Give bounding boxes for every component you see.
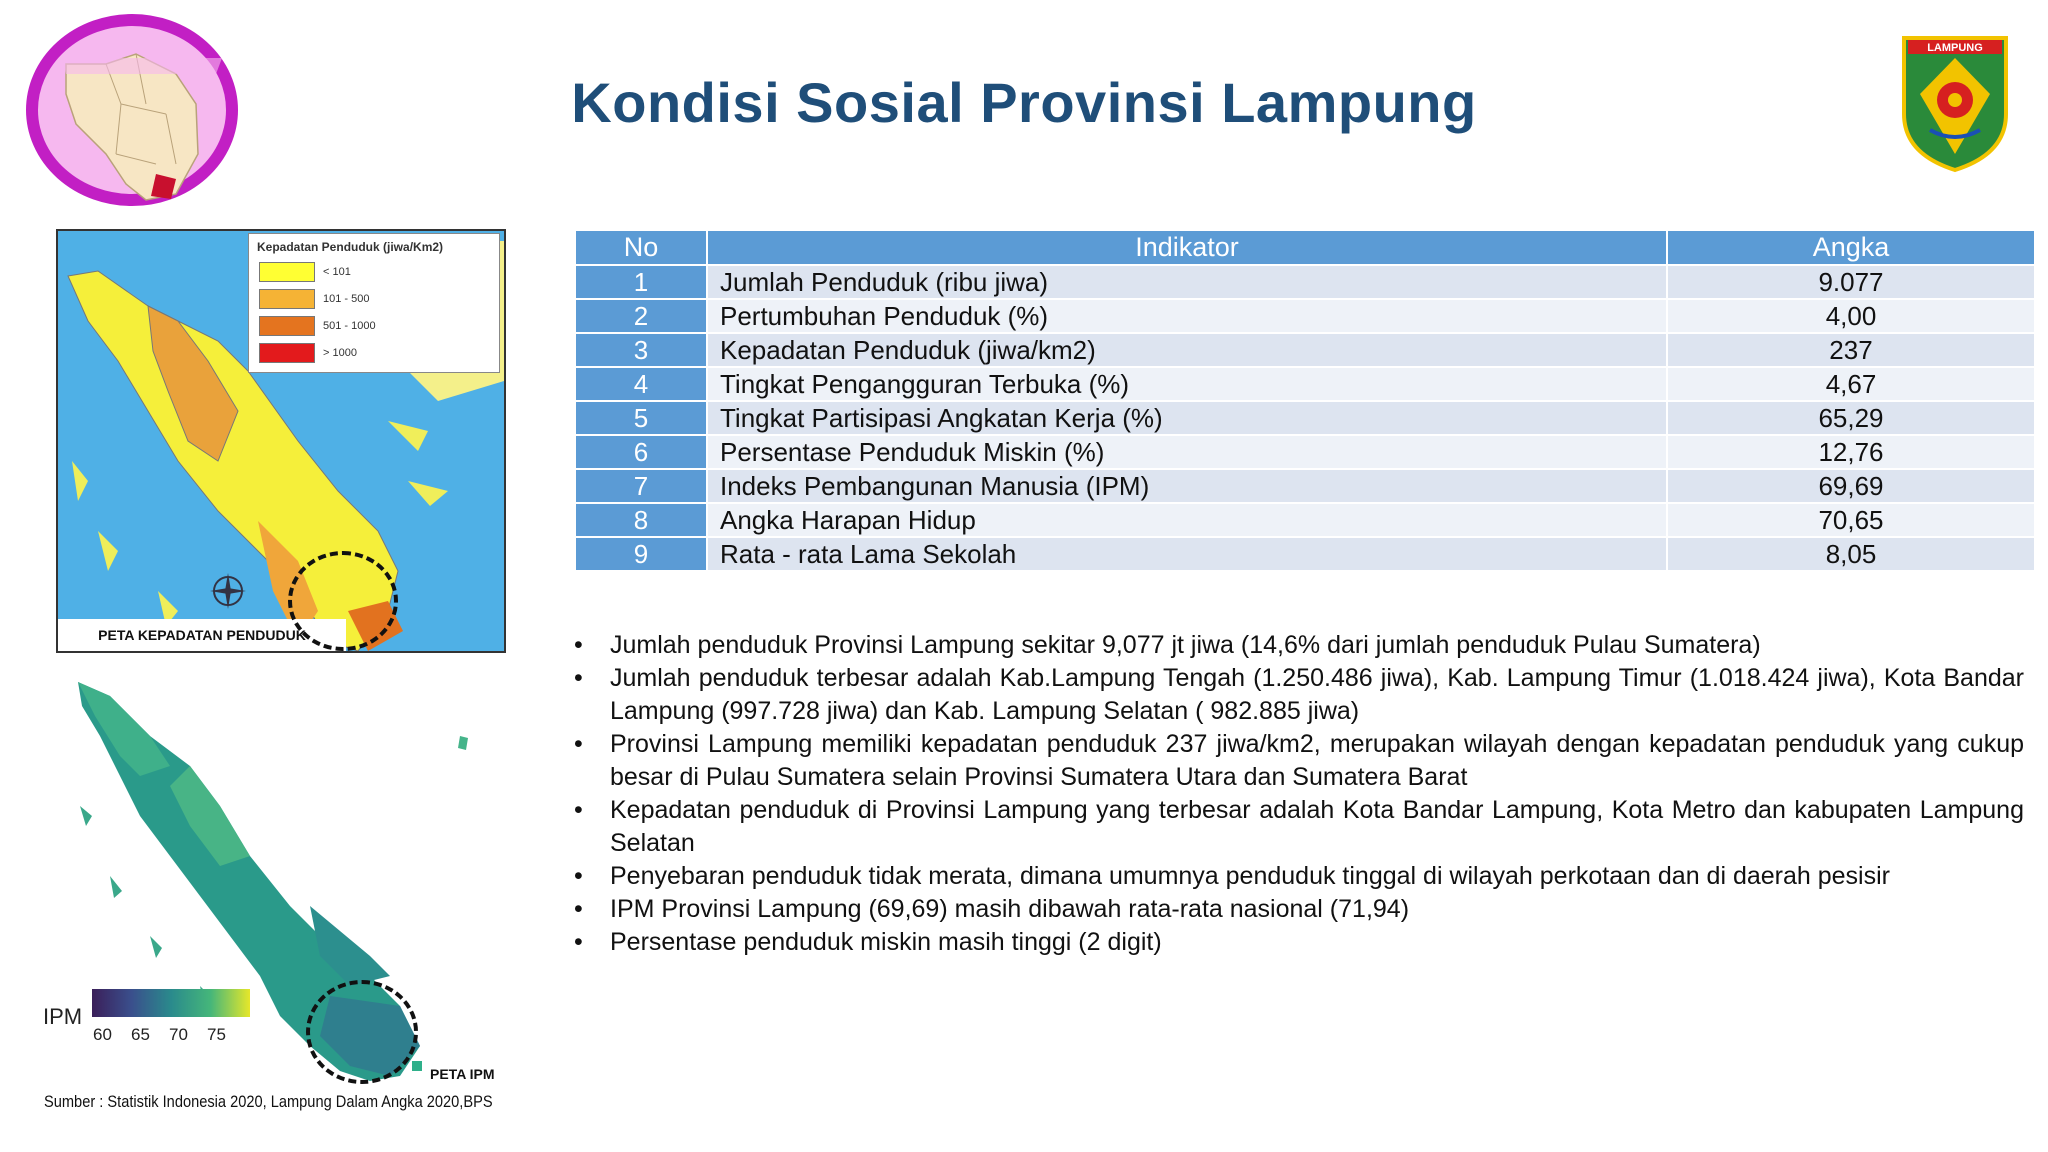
density-map-caption: PETA KEPADATAN PENDUDUK bbox=[58, 619, 346, 651]
row-indikator: Kepadatan Penduduk (jiwa/km2) bbox=[708, 334, 1666, 366]
ipm-map bbox=[40, 676, 500, 1096]
row-no: 3 bbox=[576, 334, 706, 366]
crest-label: LAMPUNG bbox=[1927, 42, 1983, 54]
table-row bbox=[576, 470, 2034, 502]
density-legend-title: Kepadatan Penduduk (jiwa/Km2) bbox=[257, 240, 444, 254]
table-header-row bbox=[576, 231, 2034, 264]
row-no: 1 bbox=[576, 266, 706, 298]
table-row bbox=[576, 266, 2034, 298]
table-row bbox=[576, 334, 2034, 366]
row-indikator: Angka Harapan Hidup bbox=[708, 504, 1666, 536]
source-note: Sumber : Statistik Indonesia 2020, Lampung Dalam Angka 2020,BPS bbox=[44, 1092, 493, 1111]
row-angka: 70,65 bbox=[1668, 504, 2034, 536]
lampung-crest-logo bbox=[1900, 34, 2010, 174]
table-row bbox=[576, 300, 2034, 332]
row-angka: 8,05 bbox=[1668, 538, 2034, 570]
row-indikator: Rata - rata Lama Sekolah bbox=[708, 538, 1666, 570]
bullet-item: • Jumlah penduduk Provinsi Lampung sekitar 9,077 jt jiwa (14,6% dari jumlah penduduk Pulau Sumatera) bbox=[574, 629, 2024, 662]
row-indikator: Tingkat Pengangguran Terbuka (%) bbox=[708, 368, 1666, 400]
ipm-legend-title: IPM bbox=[43, 1004, 83, 1029]
density-legend-item: > 1000 bbox=[259, 339, 499, 366]
indicator-table-wrap bbox=[574, 229, 2036, 572]
header-angka: Angka bbox=[1668, 231, 2034, 264]
density-legend-item: 101 - 500 bbox=[259, 285, 499, 312]
ipm-tick-label: 70 bbox=[169, 1025, 188, 1044]
table-row bbox=[576, 504, 2034, 536]
header-no: No bbox=[576, 231, 706, 264]
row-no: 9 bbox=[576, 538, 706, 570]
bullet-item: • IPM Provinsi Lampung (69,69) masih dibawah rata-rata nasional (71,94) bbox=[574, 893, 2024, 926]
row-no: 8 bbox=[576, 504, 706, 536]
ipm-tick-label: 65 bbox=[131, 1025, 150, 1044]
bullet-item: • Jumlah penduduk terbesar adalah Kab.Lampung Tengah (1.250.486 jiwa), Kab. Lampung Timur (1.018.424 jiwa), Kota Bandar Lampung (997.728 jiwa) dan Kab. Lampung Selatan ( 982.885 jiwa) bbox=[574, 662, 2024, 728]
bullet-item: • Kepadatan penduduk di Provinsi Lampung yang terbesar adalah Kota Bandar Lampung, Kota Metro dan kabupaten Lampung Selatan bbox=[574, 794, 2024, 860]
row-angka: 4,00 bbox=[1668, 300, 2034, 332]
density-legend-item: 501 - 1000 bbox=[259, 312, 499, 339]
page-title: Kondisi Sosial Provinsi Lampung bbox=[571, 71, 1477, 134]
row-angka: 69,69 bbox=[1668, 470, 2034, 502]
indicator-table bbox=[574, 229, 2036, 572]
population-density-map bbox=[56, 229, 506, 653]
row-no: 7 bbox=[576, 470, 706, 502]
row-no: 4 bbox=[576, 368, 706, 400]
row-indikator: Tingkat Partisipasi Angkatan Kerja (%) bbox=[708, 402, 1666, 434]
row-indikator: Jumlah Penduduk (ribu jiwa) bbox=[708, 266, 1666, 298]
row-indikator: Indeks Pembangunan Manusia (IPM) bbox=[708, 470, 1666, 502]
row-angka: 65,29 bbox=[1668, 402, 2034, 434]
row-no: 6 bbox=[576, 436, 706, 468]
ipm-tick-label: 75 bbox=[207, 1025, 226, 1044]
table-row bbox=[576, 436, 2034, 468]
bullet-item: • Penyebaran penduduk tidak merata, dimana umumnya penduduk tinggal di wilayah perkotaan dan di daerah pesisir bbox=[574, 860, 2024, 893]
ipm-highlight-circle bbox=[306, 980, 418, 1084]
lampung-highlight-circle bbox=[288, 551, 398, 651]
ipm-map-caption: PETA IPM bbox=[430, 1066, 495, 1082]
density-legend bbox=[248, 233, 500, 373]
ipm-colorbar bbox=[92, 989, 250, 1017]
row-angka: 9.077 bbox=[1668, 266, 2034, 298]
table-row bbox=[576, 368, 2034, 400]
header-indikator: Indikator bbox=[708, 231, 1666, 264]
compass-icon bbox=[208, 571, 248, 611]
row-angka: 237 bbox=[1668, 334, 2034, 366]
density-legend-item: < 101 bbox=[259, 258, 499, 285]
row-angka: 12,76 bbox=[1668, 436, 2034, 468]
bullet-item: • Provinsi Lampung memiliki kepadatan penduduk 237 jiwa/km2, merupakan wilayah dengan kepadatan penduduk yang cukup besar di Pulau Sumatera selain Provinsi Sumatera Utara dan Sumatera Barat bbox=[574, 728, 2024, 794]
row-indikator: Persentase Penduduk Miskin (%) bbox=[708, 436, 1666, 468]
row-indikator: Pertumbuhan Penduduk (%) bbox=[708, 300, 1666, 332]
table-row bbox=[576, 538, 2034, 570]
row-no: 2 bbox=[576, 300, 706, 332]
ipm-tick-label: 60 bbox=[93, 1025, 112, 1044]
bullet-item: • Persentase penduduk miskin masih tinggi (2 digit) bbox=[574, 926, 2024, 959]
row-angka: 4,67 bbox=[1668, 368, 2034, 400]
table-row bbox=[576, 402, 2034, 434]
row-no: 5 bbox=[576, 402, 706, 434]
summary-bullets bbox=[574, 629, 2024, 959]
